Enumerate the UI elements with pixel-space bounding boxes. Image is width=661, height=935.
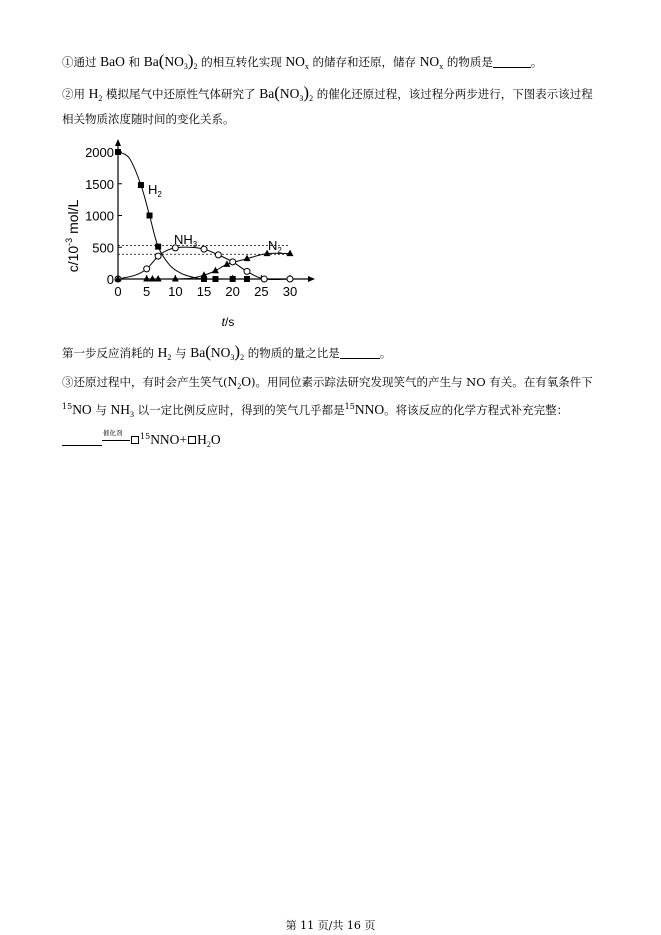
data-point-square [212,276,218,282]
formula-ba-no3-2: $Ba(NO_3)_2$ [259,83,314,103]
y-tick-label: 0 [106,272,114,287]
q1-marker: ① [62,55,74,69]
data-point-circle [287,276,293,282]
y-tick-label: 1500 [85,176,114,192]
x-tick-label: 15 [196,284,212,299]
data-point-square [138,182,144,188]
formula-h2: $H_2$ [88,86,103,103]
x-tick-label: 30 [282,284,298,299]
question-3-equation: 催化剂 $^{15}NNO+ H_2O$ [62,431,221,449]
answer-blank-3[interactable] [62,433,102,446]
chart-axes [85,139,315,299]
data-point-circle [230,259,236,265]
formula-nh3: $NH_3$ [110,402,134,419]
data-point-triangle [143,275,150,282]
concentration-time-chart [56,136,326,336]
y-axis-label: $c/10^{-3}$ mol/L [64,199,81,273]
x-tick-label: 0 [114,284,122,299]
question-3-line-1: ③还原过程中，有时会产生笑气$(N_2O)$。用同位素示踪法研究发现笑气的产生与 NO 有关。在有氧条件下 [62,374,593,391]
data-point-square [244,276,250,282]
data-point-square [115,149,121,155]
page-footer: 第 11 页/共 16 页 [285,919,376,932]
x-tick-label: 10 [168,284,183,299]
label-n2: $N_2$ [268,238,282,255]
data-point-circle [201,246,207,252]
label-h2: $H_2$ [148,182,162,199]
series-line-0 [118,152,247,279]
question-2-ratio-line: 第一步反应消耗的 $H_2$ 与 $Ba(NO_3)_2$ 的物质的量之比是 。 [62,342,392,362]
series-markers [115,149,294,282]
data-point-circle [244,268,250,274]
y-tick-label: 1000 [85,208,114,224]
data-point-square [147,213,153,219]
x-tick-label: 20 [225,284,240,299]
data-point-circle [261,276,267,282]
data-point-square [230,276,236,282]
data-point-triangle [287,250,294,257]
formula-ba-no3-2: $Ba(NO_3)_2$ [190,342,245,362]
x-tick-label: 5 [143,284,151,299]
data-point-circle [155,253,161,259]
catalyst-arrow: 催化剂 [102,432,130,446]
label-nh3: $NH_3$ [174,232,198,249]
data-point-triangle [149,275,156,282]
y-tick-label: 2000 [85,145,114,160]
x-axis-label: t/s [221,315,235,329]
coefficient-box-1[interactable] [131,436,139,444]
formula-ba-no3-2: $Ba(NO_3)_2$ [143,51,198,71]
answer-blank-2[interactable] [340,346,380,359]
coefficient-box-2[interactable] [188,436,196,444]
data-point-circle [144,266,150,272]
question-2-line-2: 相关物质浓度随时间的变化关系。 [62,112,235,126]
series-curves [118,152,290,280]
question-3-line-2: $^{15}$NO 与 $NH_3$ 以一定比例反应时，得到的笑气几乎都是$^{15}$NNO。将该反应的化学方程式补充完整： [62,402,569,419]
formula-h2o: $H_2O$ [197,432,221,449]
formula-n2o: $N_2O$ [227,374,251,391]
x-tick-label: 25 [254,284,269,299]
formula-nox: $NO_x$ [285,54,309,71]
data-point-square [155,244,161,250]
question-1-line: ①通过 BaO 和 $Ba(NO_3)_2$ 的相互转化实现 $NO_x$ 的储存和还原，储存 $NO_x$ 的物质是 。 [62,51,543,71]
data-point-circle [215,252,221,258]
data-point-triangle [212,267,219,274]
q3-marker: ③ [62,375,74,389]
data-point-triangle [172,275,179,282]
y-tick-label: 500 [92,240,114,256]
x-axis-arrow [308,276,315,282]
data-point-triangle [155,275,162,282]
y-axis-arrow [115,139,121,146]
question-2-line-1: ②用 $H_2$ 模拟尾气中还原性气体研究了 $Ba(NO_3)_2$ 的催化还原过程，该过程分两步进行，下图表示该过程 [62,83,593,103]
answer-blank-1[interactable] [493,55,531,68]
q2-marker: ② [62,87,74,101]
